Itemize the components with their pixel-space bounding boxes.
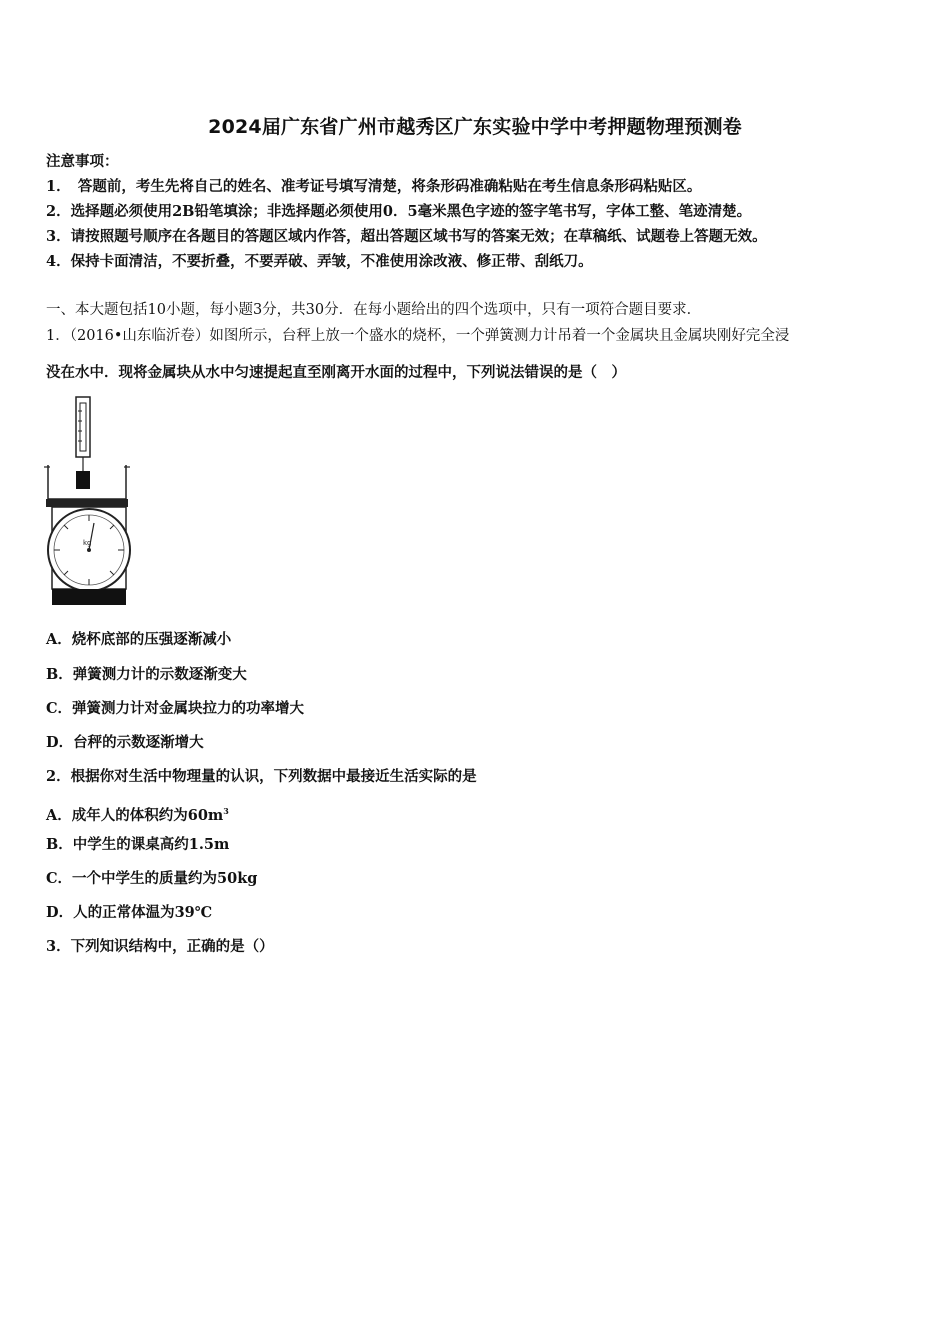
spring-scale-tube xyxy=(80,403,86,451)
option-a-superscript: 3 xyxy=(223,806,229,816)
section-heading: 一、本大题包括10小题，每小题3分，共30分．在每小题给出的四个选项中，只有一项符合题目要求． xyxy=(46,302,702,318)
question-1-stem-line2: 没在水中．现将金属块从水中匀速提起直至刚离开水面的过程中，下列说法错误的是（ ） xyxy=(46,364,626,381)
question-1-option-d: D．台秤的示数逐渐增大 xyxy=(46,734,204,751)
question-3-stem: 3．下列知识结构中，正确的是（） xyxy=(46,938,274,955)
spring-scale-beaker-figure xyxy=(42,395,137,607)
scale-base xyxy=(52,589,126,605)
question-2-option-d: D．人的正常体温为39℃ xyxy=(46,904,213,921)
option-a-text: A．成年人的体积约为60m xyxy=(46,806,224,824)
notice-item-4: 4．保持卡面清洁，不要折叠，不要弄破、弄皱，不准使用涂改液、修正带、刮纸刀。 xyxy=(46,253,593,270)
question-2-option-a xyxy=(46,801,229,826)
question-2-stem: 2．根据你对生活中物理量的认识，下列数据中最接近生活实际的是 xyxy=(46,768,477,785)
notice-item-3: 3．请按照题号顺序在各题目的答题区域内作答，超出答题区域书写的答案无效；在草稿纸、试题卷上答题无效。 xyxy=(46,228,767,245)
question-1-option-c: C．弹簧测力计对金属块拉力的功率增大 xyxy=(46,700,305,717)
notice-heading: 注意事项： xyxy=(46,153,119,170)
question-1-option-a: A．烧杯底部的压强逐渐减小 xyxy=(46,631,232,648)
question-1-option-b: B．弹簧测力计的示数逐渐变大 xyxy=(46,666,247,683)
question-1-stem-line1: 1．（2016•山东临沂卷）如图所示，台秤上放一个盛水的烧杯，一个弹簧测力计吊着一个金属块且金属块刚好完全浸 xyxy=(46,328,790,344)
spring-scale-body xyxy=(76,397,90,457)
notice-item-2: 2．选择题必须使用2B铅笔填涂；非选择题必须使用0．5毫米黑色字迹的签字笔书写，字体工整、笔迹清楚。 xyxy=(46,203,752,220)
question-2-option-c: C．一个中学生的质量约为50kg xyxy=(46,870,258,887)
page-title: 2024届广东省广州市越秀区广东实验中学中考押题物理预测卷 xyxy=(208,116,742,138)
scale-platform xyxy=(46,499,128,507)
notice-item-1: 1． 答题前，考生先将自己的姓名、准考证号填写清楚，将条形码准确粘贴在考生信息条形码粘贴区。 xyxy=(46,178,702,195)
metal-block xyxy=(76,471,90,489)
question-2-option-b: B．中学生的课桌高约1.5m xyxy=(46,836,230,853)
dial-unit-label: kg xyxy=(83,539,92,547)
